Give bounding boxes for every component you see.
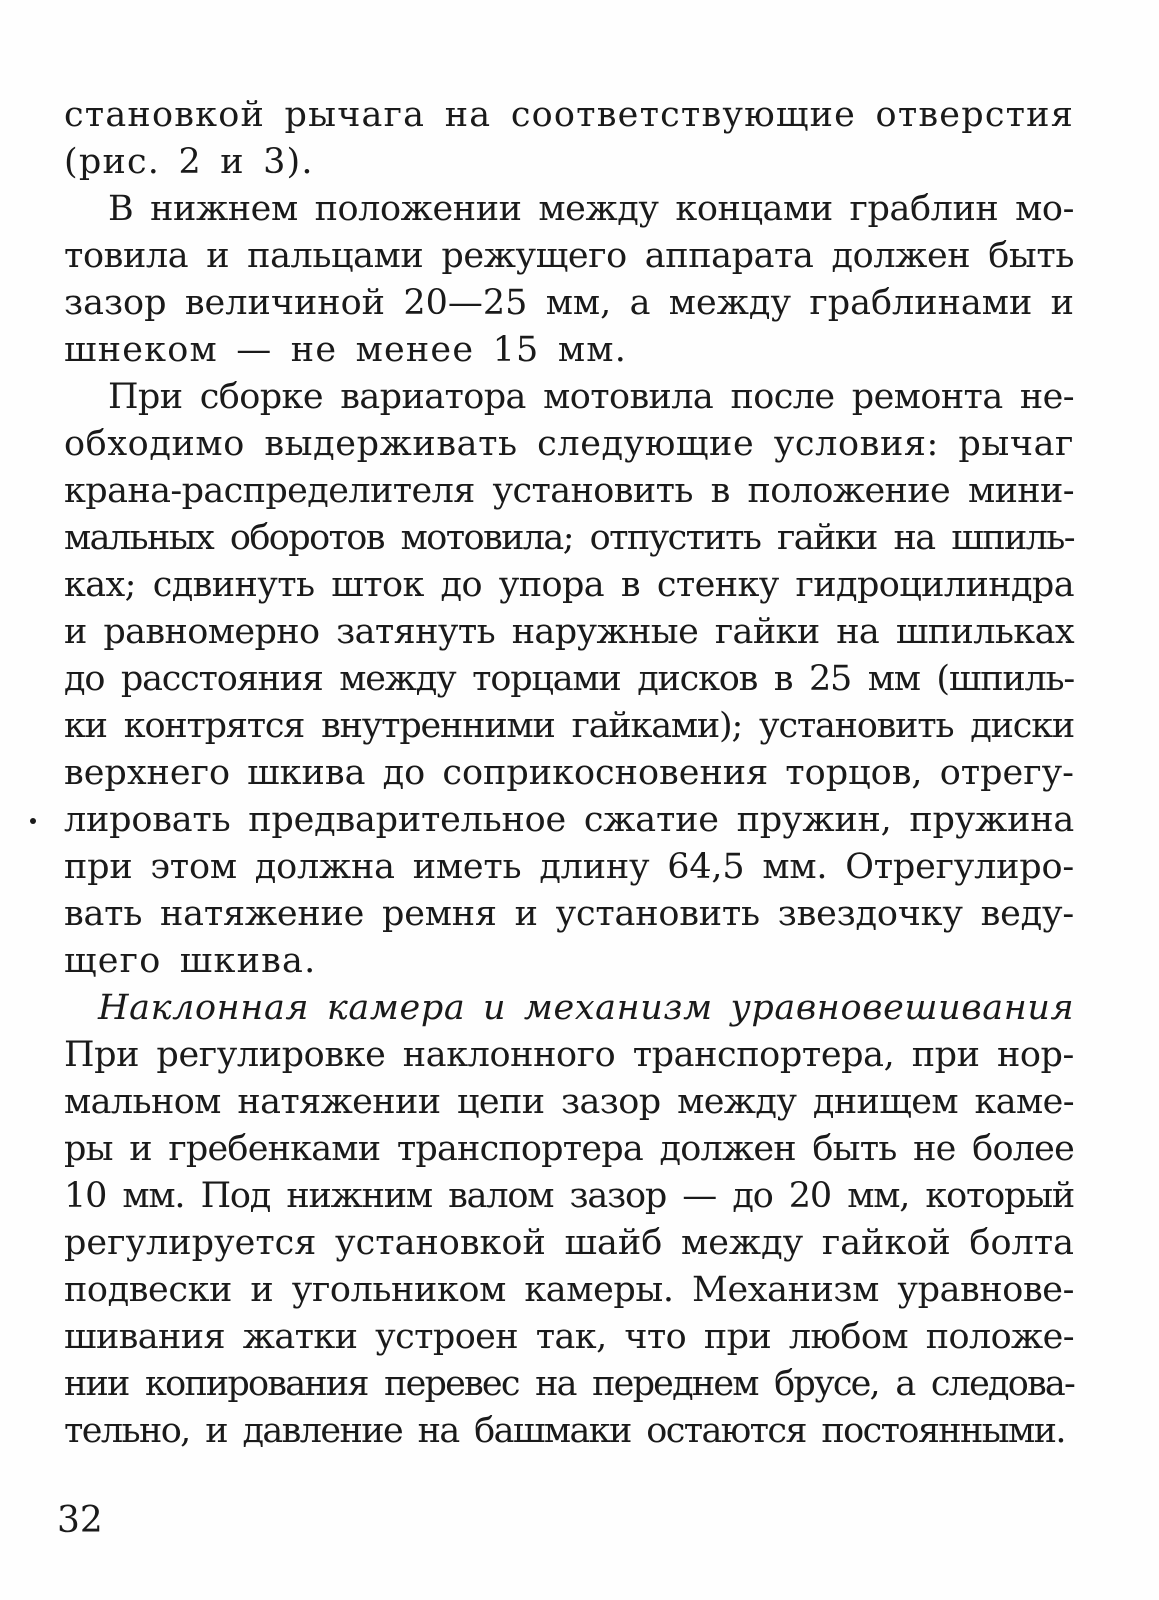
text-line: шнеком — не менее 15 мм.	[64, 330, 628, 370]
text-line: ки контрятся внутренними гайками); установить диски	[64, 706, 1074, 746]
text-line: тельно, и давление на башмаки остаются постоянными.	[64, 1411, 1065, 1451]
text-line: При регулировке наклонного транспортера, при нор-	[64, 1035, 1074, 1075]
text-line: шивания жатки устроен так, что при любом положе-	[64, 1317, 1074, 1357]
text-line: ках; сдвинуть шток до упора в стенку гидроцилиндра	[64, 565, 1074, 605]
text-line: товила и пальцами режущего аппарата должен быть	[64, 236, 1074, 276]
text-line: вать натяжение ремня и установить звездочку веду-	[64, 894, 1074, 934]
page-number: 32	[57, 1500, 103, 1541]
text-line: и равномерно затянуть наружные гайки на шпильках	[64, 612, 1074, 652]
text-line: верхнего шкива до соприкосновения торцов, отрегу-	[64, 753, 1074, 793]
text-line: 10 мм. Под нижним валом зазор — до 20 мм, который	[64, 1176, 1074, 1216]
text-line: В нижнем положении между концами граблин мо-	[108, 189, 1074, 229]
text-line: обходимо выдерживать следующие условия: рычаг	[64, 424, 1074, 464]
text-line: При сборке вариатора мотовила после ремонта не-	[108, 377, 1074, 417]
page-body-text	[64, 92, 1074, 1455]
text-line: при этом должна иметь длину 64,5 мм. Отрегулиро-	[64, 847, 1074, 887]
text-line: ры и гребенками транспортера должен быть не более	[64, 1129, 1074, 1169]
text-line: (рис. 2 и 3).	[64, 142, 314, 182]
text-line: лировать предварительное сжатие пружин, пружина	[64, 800, 1074, 840]
text-line: мальных оборотов мотовила; отпустить гайки на шпиль-	[64, 518, 1074, 558]
text-line: нии копирования перевес на переднем брусе, а следова-	[64, 1364, 1074, 1404]
text-line: до расстояния между торцами дисков в 25 мм (шпиль-	[64, 659, 1074, 699]
text-line: регулируется установкой шайб между гайкой болта	[64, 1223, 1074, 1263]
text-line: подвески и угольником камеры. Механизм уравнове-	[64, 1270, 1074, 1310]
text-line: щего шкива.	[64, 941, 317, 981]
text-line: крана-распределителя установить в положение мини-	[64, 471, 1074, 511]
text-line: зазор величиной 20—25 мм, а между граблинами и	[64, 283, 1074, 323]
text-line: мальном натяжении цепи зазор между днищем каме-	[64, 1082, 1074, 1122]
text-line: становкой рычага на соответствующие отверстия	[64, 95, 1074, 135]
section-heading: Наклонная камера и механизм уравновешивания	[98, 988, 1075, 1028]
print-speck	[30, 818, 36, 824]
